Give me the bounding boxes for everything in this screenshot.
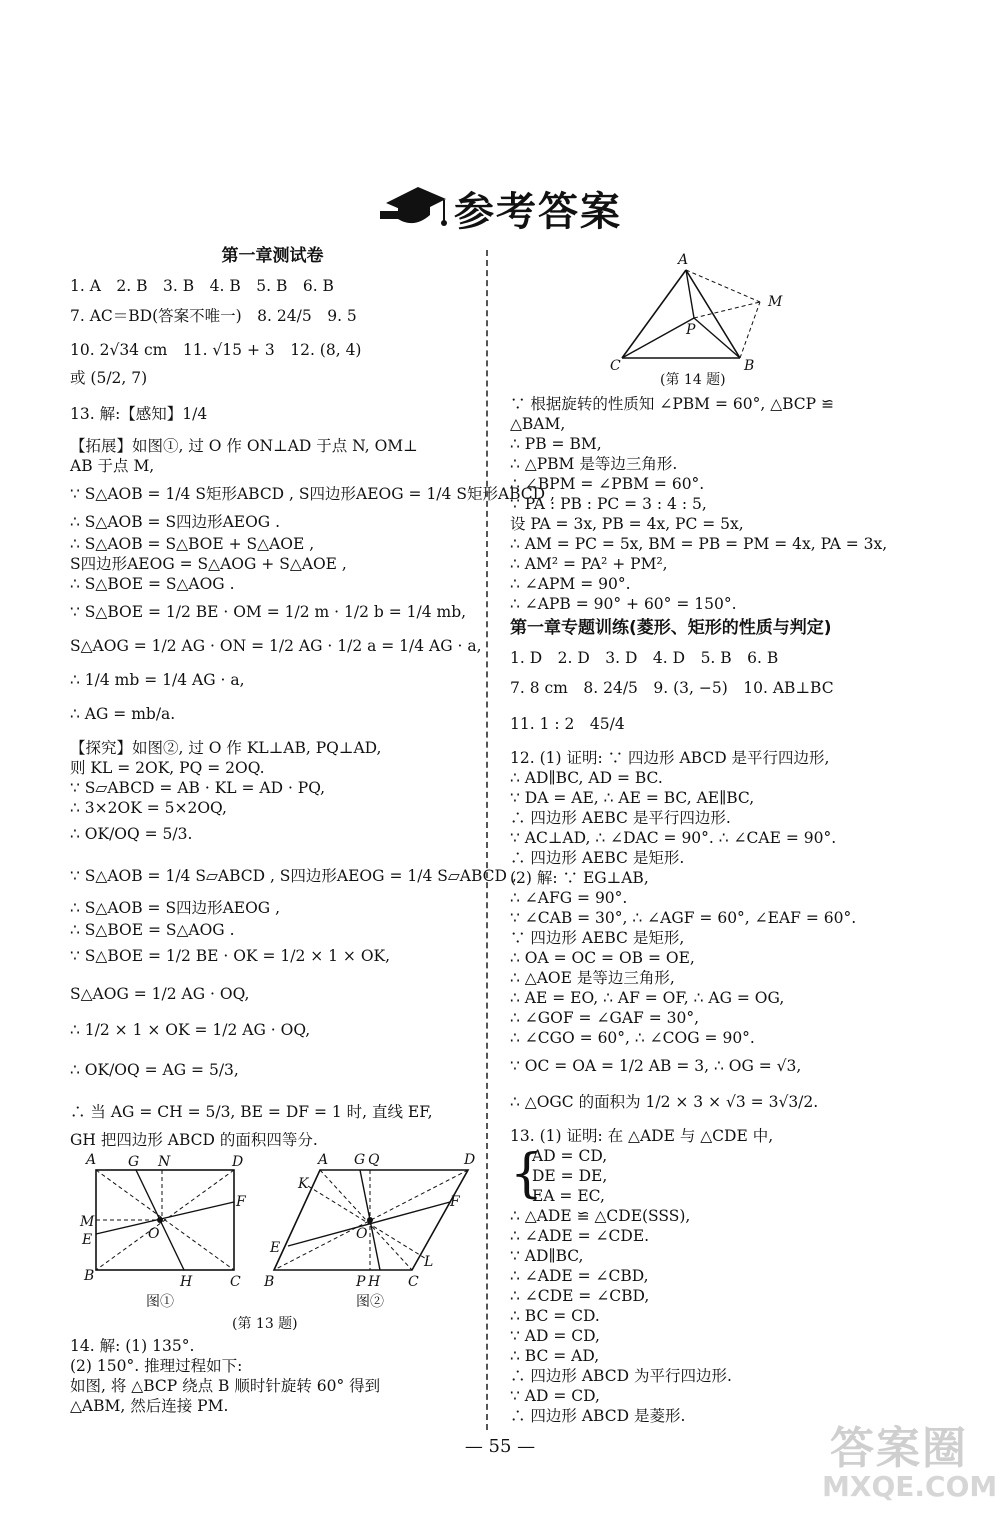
answer-line: ∵ OC = OA = 1/2 AB = 3, ∴ OG = √3, xyxy=(510,1057,802,1075)
page-number: — 55 — xyxy=(464,1436,536,1457)
answer-line: ∴ BC = AD, xyxy=(510,1347,600,1365)
answer-line: ∴ PB = BM, xyxy=(510,435,602,453)
answer-line: ∴ 四边形 ABCD 是菱形. xyxy=(510,1407,686,1425)
figure-label: C xyxy=(230,1274,241,1290)
figure-label: P xyxy=(686,322,696,338)
answer-line: EA = EC, xyxy=(532,1187,605,1205)
page-title: 参考答案 xyxy=(454,188,622,235)
figure-label: A xyxy=(678,252,689,268)
answer-line: ∵ PA : PB : PC = 3 : 4 : 5, xyxy=(510,495,707,513)
answer-line: ∴ ∠ADE = ∠CDE. xyxy=(510,1227,650,1245)
graduation-cap-icon xyxy=(378,181,448,235)
answer-line: 1. A 2. B 3. B 4. B 5. B 6. B xyxy=(70,277,334,295)
answer-line: 13. (1) 证明: 在 △ADE 与 △CDE 中, xyxy=(510,1127,774,1145)
answer-line: ∴ S△AOB = S△BOE + S△AOE , xyxy=(70,535,315,553)
answer-line: 设 PA = 3x, PB = 4x, PC = 5x, xyxy=(510,515,744,533)
answer-line: ∴ ∠CDE = ∠CBD, xyxy=(510,1287,650,1305)
figure-caption-14: (第 14 题) xyxy=(660,372,726,388)
answer-line: ∴ ∠APM = 90°. xyxy=(510,575,631,593)
answer-line: AD = CD, xyxy=(532,1147,608,1165)
answer-line: ∴ AG = mb/a. xyxy=(70,705,176,723)
figure-label: B xyxy=(84,1268,95,1284)
answer-line: ∴ BC = CD. xyxy=(510,1307,600,1325)
figure-label: M xyxy=(80,1214,95,1230)
figure-label: B xyxy=(744,358,755,374)
figure-caption-2: 图② xyxy=(356,1294,384,1310)
system-brace: { xyxy=(510,1144,544,1204)
answer-line: ∴ ∠CGO = 60°, ∴ ∠COG = 90°. xyxy=(510,1029,755,1047)
right-column xyxy=(510,240,900,1425)
figure-label: K xyxy=(298,1176,309,1192)
answer-line: 【拓展】如图①, 过 O 作 ON⊥AD 于点 N, OM⊥ xyxy=(70,437,418,455)
figure-label: H xyxy=(180,1274,193,1290)
figure-label: E xyxy=(270,1240,281,1256)
figure-label: A xyxy=(86,1152,97,1168)
answer-line: ∵ S△BOE = 1/2 BE · OK = 1/2 × 1 × OK, xyxy=(70,947,391,965)
figure-label: F xyxy=(236,1194,246,1210)
figure-caption-13: (第 13 题) xyxy=(232,1316,298,1332)
figure-label: C xyxy=(610,358,621,374)
answer-line: ∵ S△AOB = 1/4 S矩形ABCD , S四边形AEOG = 1/4 S矩形ABCD , xyxy=(70,485,555,503)
answer-line: 12. (1) 证明: ∵ 四边形 ABCD 是平行四边形, xyxy=(510,749,830,767)
answer-line: ∵ AD = CD, xyxy=(510,1387,600,1405)
answer-line: ∴ OK/OQ = 5/3. xyxy=(70,825,193,843)
answer-line: ∴ ∠APB = 90° + 60° = 150°. xyxy=(510,595,737,613)
answer-line: ∴ OA = OC = OB = OE, xyxy=(510,949,695,967)
figure-caption-1: 图① xyxy=(146,1294,174,1310)
answer-line: 1. D 2. D 3. D 4. D 5. B 6. B xyxy=(510,649,779,667)
answer-line: ∴ 当 AG = CH = 5/3, BE = DF = 1 时, 直线 EF, xyxy=(70,1103,433,1121)
answer-line: S△AOG = 1/2 AG · OQ, xyxy=(70,985,250,1003)
answer-line: ∴ 1/4 mb = 1/4 AG · a, xyxy=(70,671,245,689)
answer-line: ∴ AE = EO, ∴ AF = OF, ∴ AG = OG, xyxy=(510,989,785,1007)
answer-line: AB 于点 M, xyxy=(70,457,155,475)
answer-line: ∵ AD = CD, xyxy=(510,1327,600,1345)
answer-line: ∴ 3×2OK = 5×2OQ, xyxy=(70,799,227,817)
figure-label: P xyxy=(356,1274,366,1290)
answer-line: 10. 2√34 cm 11. √15 + 3 12. (8, 4) xyxy=(70,341,362,359)
answer-line: ∴ ∠BPM = ∠PBM = 60°. xyxy=(510,475,705,493)
figure-label: C xyxy=(408,1274,419,1290)
answer-line: ∴ △OGC 的面积为 1/2 × 3 × √3 = 3√3/2. xyxy=(510,1093,819,1111)
answer-line: 11. 1 : 2 45/4 xyxy=(510,715,625,733)
column-divider xyxy=(486,250,488,1430)
answer-line: ∵ ∠CAB = 30°, ∴ ∠AGF = 60°, ∠EAF = 60°. xyxy=(510,909,857,927)
answer-line: DE = DE, xyxy=(532,1167,608,1185)
answer-line: ∴ ∠ADE = ∠CBD, xyxy=(510,1267,649,1285)
answer-line: ∴ △AOE 是等边三角形, xyxy=(510,969,675,987)
section-title-chapter-test: 第一章测试卷 xyxy=(221,246,324,266)
answer-line: 则 KL = 2OK, PQ = 2OQ. xyxy=(70,759,265,777)
figure-label: D xyxy=(464,1152,476,1168)
watermark-url: MXQE.COM xyxy=(822,1470,998,1503)
watermark-text: 答案圈 xyxy=(830,1423,968,1474)
answer-line: ∴ AD∥BC, AD = BC. xyxy=(510,769,663,787)
watermark-logo xyxy=(820,1412,998,1507)
figure-label: B xyxy=(264,1274,275,1290)
answer-line: ∵ DA = AE, ∴ AE = BC, AE∥BC, xyxy=(510,789,755,807)
figure-13-parallelogram xyxy=(262,1152,476,1290)
figure-label: N xyxy=(158,1154,171,1170)
answer-line: ∴ S△BOE = S△AOG . xyxy=(70,575,235,593)
answer-line: ∴ S△AOB = S四边形AEOG , xyxy=(70,899,281,917)
figure-label: D xyxy=(232,1154,244,1170)
answer-line: △ABM, 然后连接 PM. xyxy=(70,1397,229,1415)
answer-line: ∴ OK/OQ = AG = 5/3, xyxy=(70,1061,239,1079)
answer-line: ∵ 根据旋转的性质知 ∠PBM = 60°, △BCP ≌ xyxy=(510,395,835,413)
figure-label: O xyxy=(148,1226,160,1242)
figure-label: M xyxy=(768,294,783,310)
answer-line: ∴ ∠AFG = 90°. xyxy=(510,889,628,907)
figure-label: A xyxy=(318,1152,329,1168)
figure-label: F xyxy=(450,1194,460,1210)
answer-line: ∴ △PBM 是等边三角形. xyxy=(510,455,678,473)
answer-line: 7. 8 cm 8. 24/5 9. (3, −5) 10. AB⊥BC xyxy=(510,679,834,697)
answer-line: ∴ △ADE ≌ △CDE(SSS), xyxy=(510,1207,691,1225)
answer-line: ∵ S△AOB = 1/4 S▱ABCD , S四边形AEOG = 1/4 S▱ABCD , xyxy=(70,867,517,885)
answer-line: S△AOG = 1/2 AG · ON = 1/2 AG · 1/2 a = 1/4 AG · a, xyxy=(70,637,482,655)
answer-line: ∴ S△BOE = S△AOG . xyxy=(70,921,235,939)
answer-line: (2) 解: ∵ EG⊥AB, xyxy=(510,869,649,887)
figure-label: G xyxy=(128,1154,140,1170)
figure-14 xyxy=(610,252,790,378)
answer-line: △BAM, xyxy=(510,415,566,433)
answer-line: ∴ AM² = PA² + PM², xyxy=(510,555,668,573)
section-title-topic-training: 第一章专题训练(菱形、矩形的性质与判定) xyxy=(510,618,832,638)
answer-line: ∴ 四边形 AEBC 是矩形. xyxy=(510,849,685,867)
answer-line: 或 (5/2, 7) xyxy=(70,369,148,387)
answer-line: ∵ S△BOE = 1/2 BE · OM = 1/2 m · 1/2 b = 1/4 mb, xyxy=(70,603,467,621)
page-header xyxy=(0,178,1000,238)
answer-line: ∴ ∠GOF = ∠GAF = 30°, xyxy=(510,1009,700,1027)
figure-label: Q xyxy=(368,1152,380,1168)
figure-label: G xyxy=(354,1152,366,1168)
answer-line: ∴ S△AOB = S四边形AEOG . xyxy=(70,513,281,531)
figure-label: L xyxy=(424,1254,434,1270)
answer-line: ∴ 四边形 ABCD 为平行四边形. xyxy=(510,1367,732,1385)
figure-13-rectangle xyxy=(80,1152,250,1290)
answer-line: ∵ S▱ABCD = AB · KL = AD · PQ, xyxy=(70,779,326,797)
answer-line: 如图, 将 △BCP 绕点 B 顺时针旋转 60° 得到 xyxy=(70,1377,381,1395)
figure-label: O xyxy=(356,1226,368,1242)
answer-line: 14. 解: (1) 135°. xyxy=(70,1337,195,1355)
answer-line: 【探究】如图②, 过 O 作 KL⊥AB, PQ⊥AD, xyxy=(70,739,382,757)
answer-line: 13. 解:【感知】1/4 xyxy=(70,405,208,423)
figure-label: E xyxy=(82,1232,93,1248)
answer-line: ∴ AM = PC = 5x, BM = PB = PM = 4x, PA = 3x, xyxy=(510,535,888,553)
answer-line: ∴ 四边形 AEBC 是平行四边形. xyxy=(510,809,731,827)
answer-line: ∵ 四边形 AEBC 是矩形, xyxy=(510,929,685,947)
answer-line: 7. AC＝BD(答案不唯一) 8. 24/5 9. 5 xyxy=(70,307,357,325)
answer-line: (2) 150°. 推理过程如下: xyxy=(70,1357,243,1375)
figure-label: H xyxy=(368,1274,381,1290)
answer-line: ∵ AD∥BC, xyxy=(510,1247,584,1265)
answer-line: ∴ 1/2 × 1 × OK = 1/2 AG · OQ, xyxy=(70,1021,311,1039)
answer-line: ∵ AC⊥AD, ∴ ∠DAC = 90°. ∴ ∠CAE = 90°. xyxy=(510,829,837,847)
answer-line: S四边形AEOG = S△AOG + S△AOE , xyxy=(70,555,347,573)
answer-line: GH 把四边形 ABCD 的面积四等分. xyxy=(70,1131,318,1149)
